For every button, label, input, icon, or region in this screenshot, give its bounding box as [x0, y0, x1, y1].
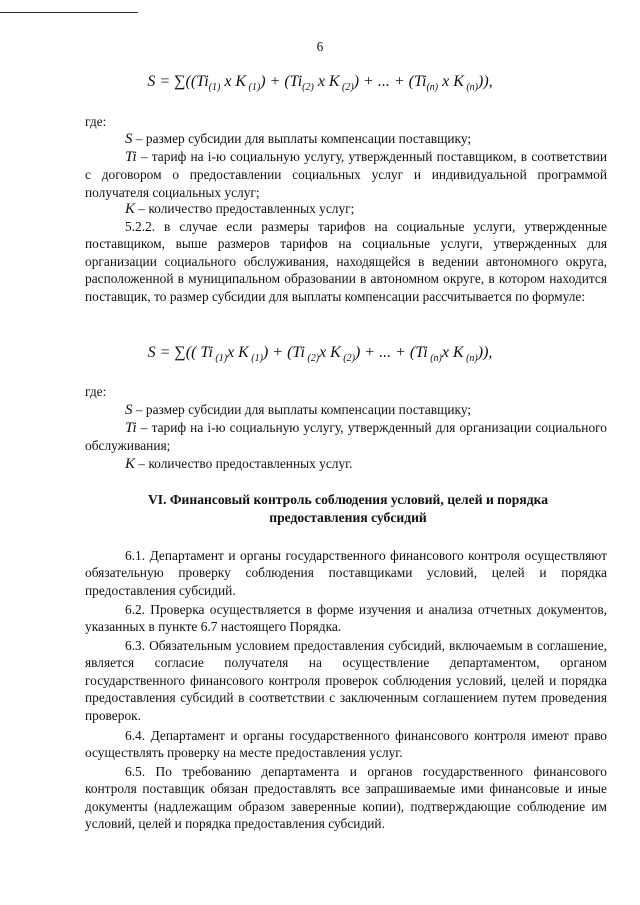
formula-1-k2: К — [328, 73, 340, 90]
formula-2-plus1: + ( — [268, 344, 293, 361]
formula-1-t1: Ti — [196, 73, 209, 90]
formula-1-t2: Ti — [289, 73, 303, 90]
formula-1-sk1: (1) — [246, 82, 261, 94]
formula-2-k2: К — [330, 344, 341, 361]
clause-5-2-2: 5.2.2. в случае если размеры тарифов на социальные услуги, утвержденные поставщиком, выше размеров тарифов на социальные услуги, утвержденных для организации социального обслуживания, находящейся в ведении автономного округа, расположенной в муниципальном образовании в автономном округе, в котором находится поставщик, то размер субсидии для выплаты компенсации рассчитывается по формуле: — [85, 219, 607, 304]
formula-2-sk3: (n) — [463, 353, 478, 365]
formula-2-c1: ) — [262, 344, 269, 361]
formula-1-x1: х — [220, 73, 236, 90]
formula-2-t2: Ti — [292, 344, 305, 361]
formula-1-s2: (2) — [302, 82, 314, 94]
formula-2-sk1: (1) — [248, 353, 263, 365]
formula-1-s3: (n) — [426, 82, 439, 94]
formula-1-s1: (1) — [208, 82, 221, 94]
formula-2-lhs: S — [147, 344, 156, 361]
formula-2-k3: К — [452, 344, 464, 361]
formula-1-sk2: (2) — [339, 82, 354, 94]
formula-2-t1: Ti — [200, 344, 213, 361]
definition-k-2 — [85, 455, 607, 473]
formula-2-x2: х — [319, 344, 331, 361]
definition-symbol: К — [125, 456, 135, 472]
formula-1-k1: К — [235, 73, 247, 90]
formula-1-lhs: S — [147, 73, 156, 90]
formula-1 — [0, 72, 640, 98]
formula-2-c3: )), — [477, 344, 493, 361]
formula-1-c1: ) — [260, 73, 266, 90]
formula-2 — [0, 343, 640, 369]
formula-2-s2: (2) — [304, 353, 320, 365]
definition-text: – размер субсидии для выплаты компенсации поставщику; — [132, 131, 472, 146]
formula-2-s3: (n) — [427, 353, 442, 365]
definition-s-1 — [85, 130, 607, 148]
definition-symbol: Ti — [125, 149, 137, 165]
formula-2-eq: = ∑(( — [155, 344, 201, 361]
formula-2-t3: Ti — [415, 344, 428, 361]
paragraph-6-3: 6.3. Обязательным условием предоставления субсидий, включаемым в соглашение, является согласие получателя на осуществление департаментом, органом государственного финансового контроля проверок соблюдения условий, целей и порядка предоставления субсидий в соответствии с заключенным соглашением путем проведения проверок. — [85, 638, 607, 723]
formula-1-t3: Ti — [413, 73, 427, 90]
formula-2-plus2: + ... + ( — [360, 344, 416, 361]
formula-2-x3: х — [441, 344, 453, 361]
definition-s-2 — [85, 401, 607, 419]
definition-symbol: К — [125, 201, 135, 217]
definition-text: – тариф на i-ю социальную услугу, утвержденный для организации социального обслуживания; — [85, 420, 607, 454]
where-label-2: где: — [85, 384, 107, 399]
formula-1-c2: ) — [353, 73, 360, 90]
formula-2-k1: К — [238, 344, 249, 361]
top-rule — [0, 12, 138, 13]
formula-1-x2: х — [313, 73, 329, 90]
definition-text: – количество предоставленных услуг. — [134, 456, 353, 471]
paragraph-6-2: 6.2. Проверка осуществляется в форме изучения и анализа отчетных документов, указанных в пункте 6.7 настоящего Порядка. — [85, 602, 607, 635]
definition-text: – тариф на i-ю социальную услугу, утвержденный поставщиком, в соответствии с договором о предоставлении социальных услуг и индивидуальной программой получателя социальных услуг; — [85, 149, 607, 200]
paragraph-6-5: 6.5. По требованию департамента и органов государственного финансового контроля поставщик обязан предоставлять все запрашиваемые ими финансовые и иные документы (надлежащим образом заверенные копии), подтверждающие соблюдение им условий, целей и порядка предоставления субсидий. — [85, 764, 607, 832]
definition-text: – размер субсидии для выплаты компенсации поставщику; — [132, 402, 472, 417]
formula-1-eq: = ∑(( — [155, 73, 197, 90]
formula-1-c3: )), — [478, 73, 493, 90]
paragraph-6-4: 6.4. Департамент и органы государственного финансового контроля имеют право осуществлять проверку на месте предоставления услуг. — [85, 728, 607, 761]
definition-ti-1 — [85, 148, 607, 201]
definition-text: – количество предоставленных услуг; — [134, 201, 355, 216]
definition-ti-2 — [85, 419, 607, 455]
section-heading: VI. Финансовый контроль соблюдения условий, целей и порядка предоставления субсидий — [147, 492, 549, 525]
formula-1-k3: К — [453, 73, 464, 90]
formula-2-c2: ) — [354, 344, 361, 361]
formula-2-s1: (1) — [212, 353, 228, 365]
formula-1-x3: х — [438, 73, 454, 90]
formula-2-x1: х — [227, 344, 239, 361]
definition-symbol: Ti — [125, 420, 137, 436]
formula-1-plus1: + ( — [265, 73, 290, 90]
definition-symbol: S — [125, 402, 133, 418]
formula-1-plus2: + ... + ( — [359, 73, 414, 90]
formula-1-sk3: (n) — [463, 82, 479, 94]
definition-symbol: S — [125, 131, 133, 147]
paragraph-6-1: 6.1. Департамент и органы государственного финансового контроля осуществляют обязательную проверку соблюдения поставщиками условий, целей и порядка предоставления субсидий. — [85, 548, 607, 598]
formula-2-sk2: (2) — [340, 353, 355, 365]
definition-k-1 — [85, 200, 607, 218]
where-label-1: где: — [85, 114, 107, 129]
page-number: 6 — [316, 39, 324, 54]
